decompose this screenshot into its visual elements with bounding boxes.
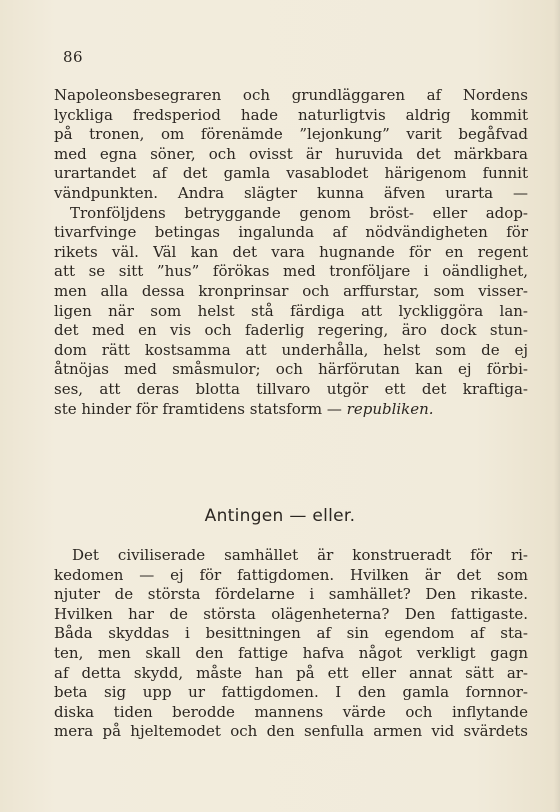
text-line: Tronföljdens betryggande genom bröst- eller adop-: [70, 203, 528, 222]
text-line: ses, att deras blotta tillvaro utgör ett det kraftiga-: [54, 379, 528, 398]
text-line-last: [54, 400, 528, 420]
text-line: Båda skyddas i besittningen af sin egendom af sta-: [54, 624, 528, 643]
page-edge-shadow: [554, 0, 560, 812]
paragraph-napoleon: [54, 86, 528, 419]
text-line: ten, men skall den fattige hafva något verkligt gagn: [54, 643, 528, 662]
page-number: 86: [63, 48, 84, 66]
text-line: det med en vis och faderlig regering, äro dock stun-: [54, 321, 528, 340]
text-line: beta sig upp ur fattigdomen. I den gamla fornnor-: [54, 683, 528, 702]
text-line: Napoleonsbesegraren och grundläggaren af Nordens: [54, 86, 528, 104]
text-line: af detta skydd, måste han på ett eller annat sätt ar-: [54, 663, 528, 682]
text-line: kedomen — ej för fattigdomen. Hvilken är det som: [54, 565, 528, 584]
text-line: men alla dessa kronprinsar och arffurstar, som visser-: [54, 281, 528, 300]
paragraph-civilisation: [54, 546, 528, 742]
emphasized-word: republiken.: [346, 399, 434, 418]
text-line: ligen när som helst stå färdiga att lyckliggöra lan-: [54, 301, 528, 320]
text-line: på tronen, om förenämde ”lejonkung” varit begåfvad: [54, 125, 528, 144]
text-line: med egna söner, och ovisst är huruvida det märkbara: [54, 144, 528, 163]
text-line: Hvilken har de största olägenheterna? Den fattigaste.: [54, 604, 528, 623]
text-line: att se sitt ”hus” förökas med tronföljare i oändlighet,: [54, 262, 528, 281]
text-line: åtnöjas med småsmulor; och härförutan kan ej förbi-: [54, 360, 528, 379]
text-line: lyckliga fredsperiod hade naturligtvis aldrig kommit: [54, 105, 528, 124]
text-line: tivarfvinge betingas ingalunda af nödvändigheten för: [54, 223, 528, 242]
text-line: diska tiden berodde mannens värde och inflytande: [54, 702, 528, 721]
text-line: rikets väl. Väl kan det vara hugnande för en regent: [54, 242, 528, 261]
text-line: dom rätt kostsamma att underhålla, helst som de ej: [54, 340, 528, 359]
text-line: urartandet af det gamla vasablodet härigenom funnit: [54, 164, 528, 183]
text-line: Det civiliserade samhället är konstrueradt för ri-: [72, 546, 528, 564]
section-title: Antingen — eller.: [204, 506, 356, 526]
text-line: vändpunkten. Andra slägter kunna äfven urarta —: [54, 183, 528, 202]
text-line: njuter de största fördelarne i samhället? Den rikaste.: [54, 585, 528, 604]
text-line-fragment: ste hinder för framtidens statsform —: [54, 399, 342, 418]
text-line: mera på hjeltemodet och den senfulla armen vid svärdets: [54, 722, 528, 741]
